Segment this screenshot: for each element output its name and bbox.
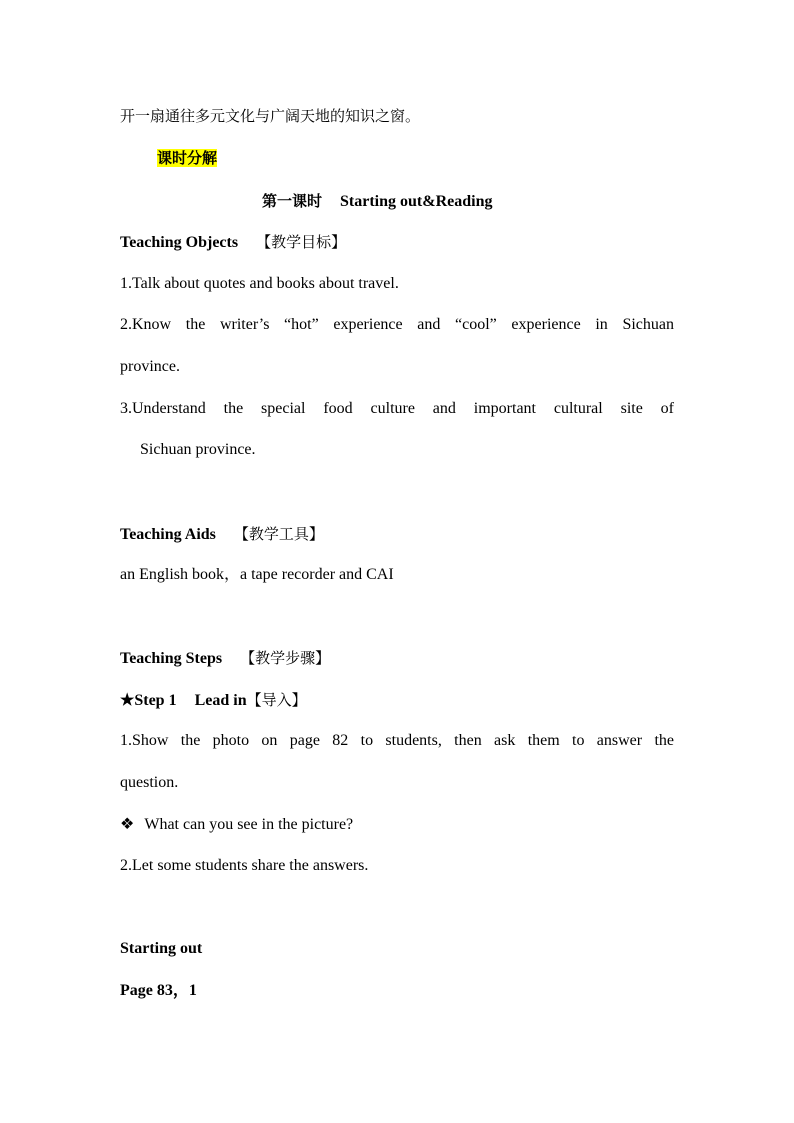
objects-label: Teaching Objects [120, 234, 239, 251]
steps-cn: 【教学步骤】 [240, 649, 331, 667]
question-text: What can you see in the picture? [144, 816, 354, 833]
objects-heading [120, 232, 346, 253]
step1-item-1: 1.Show the photo on page 82 to students, then ask them to answer the [120, 732, 674, 749]
lesson-period: 第一课时 [262, 192, 323, 210]
objective-2: 2.Know the writer’s “hot” experience and “cool” experience in Sichuan [120, 316, 674, 333]
steps-label: Teaching Steps [120, 650, 223, 667]
aids-heading [120, 524, 324, 545]
steps-heading [120, 648, 330, 669]
step1-label: Step 1 [134, 692, 177, 709]
objective-3: 3.Understand the special food culture and important cultural site of [120, 400, 674, 417]
intro-tail: 开一扇通往多元文化与广阔天地的知识之窗。 [120, 107, 421, 125]
aids-cn: 【教学工具】 [233, 525, 324, 543]
lesson-topic: Starting out&Reading [340, 193, 493, 210]
page-ref: Page 83，1 [120, 982, 197, 999]
objective-3-cont: Sichuan province. [140, 441, 256, 458]
step1-item-1-cont: question. [120, 774, 179, 791]
section-heading: 课时分解 [157, 149, 218, 167]
step1-name: Lead in [194, 692, 247, 709]
objects-cn: 【教学目标】 [256, 233, 347, 251]
star-icon: ★ [120, 692, 135, 709]
starting-out-heading: Starting out [120, 940, 203, 957]
step1-cn: 【导入】 [246, 691, 307, 709]
aids-label: Teaching Aids [120, 526, 216, 543]
lesson-title [262, 191, 492, 212]
question-line [120, 815, 353, 835]
bullet-diamond-icon: ❖ [120, 816, 135, 833]
aids-text: an English book，a tape recorder and CAI [120, 566, 394, 583]
objective-1: 1.Talk about quotes and books about travel. [120, 275, 399, 292]
step1-heading [120, 690, 307, 711]
step1-item-2: 2.Let some students share the answers. [120, 857, 369, 874]
objective-2-cont: province. [120, 358, 180, 375]
